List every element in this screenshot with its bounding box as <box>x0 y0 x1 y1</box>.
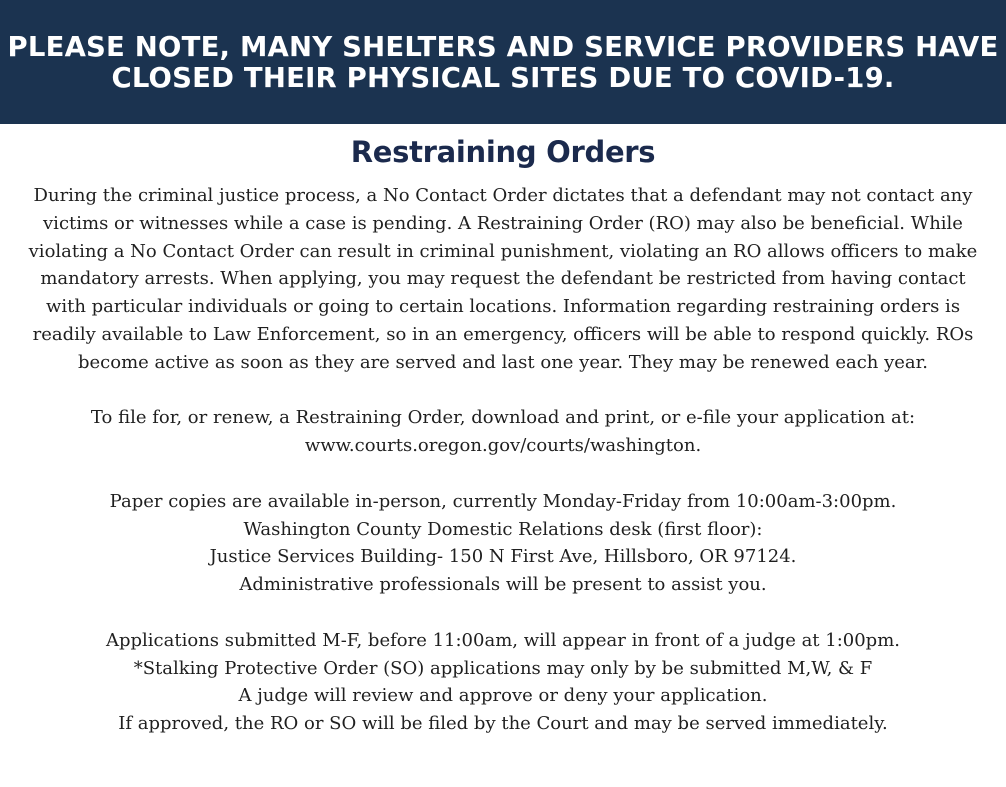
paper-copies-paragraph <box>0 488 1006 599</box>
text-line: Paper copies are available in-person, currently Monday-Friday from 10:00am-3:00pm. <box>109 490 897 512</box>
banner-text-line: PLEASE NOTE, MANY SHELTERS AND SERVICE PROVIDERS HAVE <box>7 31 999 63</box>
text-line: During the criminal justice process, a No Contact Order dictates that a defendant may not contact any <box>33 185 973 206</box>
applications-paragraph <box>0 627 1006 738</box>
text-line: mandatory arrests. When applying, you may request the defendant be restricted from having contact <box>40 268 966 290</box>
filing-paragraph <box>0 404 1006 460</box>
intro-paragraph <box>0 182 1006 377</box>
text-line: Administrative professionals will be present to assist you. <box>239 574 767 596</box>
page-title: Restraining Orders <box>350 135 656 169</box>
text-line: Applications submitted M-F, before 11:00am, will appear in front of a judge at 1:00pm. <box>106 629 900 651</box>
text-line: *Stalking Protective Order (SO) applications may only by be submitted M,W, & F <box>133 657 873 679</box>
text-line: If approved, the RO or SO will be filed by the Court and may be served immediately. <box>118 713 888 735</box>
text-line: with particular individuals or going to certain locations. Information regarding restraining orders is <box>45 296 961 318</box>
text-line: To file for, or renew, a Restraining Order, download and print, or e-file your application at: <box>90 407 916 429</box>
document-body <box>0 182 1006 738</box>
banner-text-line: CLOSED THEIR PHYSICAL SITES DUE TO COVID-19. <box>111 62 895 94</box>
text-line: readily available to Law Enforcement, so in an emergency, officers will be able to respond quickly. ROs <box>32 323 974 345</box>
court-website-link[interactable]: www.courts.oregon.gov/courts/washington. <box>304 435 702 457</box>
text-line: A judge will review and approve or deny your application. <box>238 685 768 707</box>
text-line: become active as soon as they are served and last one year. They may be renewed each year. <box>77 351 929 373</box>
address-line: Justice Services Building- 150 N First Ave, Hillsboro, OR 97124. <box>209 546 797 568</box>
covid-notice-banner <box>0 0 1006 124</box>
text-line: victims or witnesses while a case is pending. A Restraining Order (RO) may also be beneficial. While <box>43 212 963 234</box>
text-line: violating a No Contact Order can result in criminal punishment, violating an RO allows officers to make <box>28 240 978 262</box>
text-line: Washington County Domestic Relations desk (first floor): <box>243 518 763 540</box>
